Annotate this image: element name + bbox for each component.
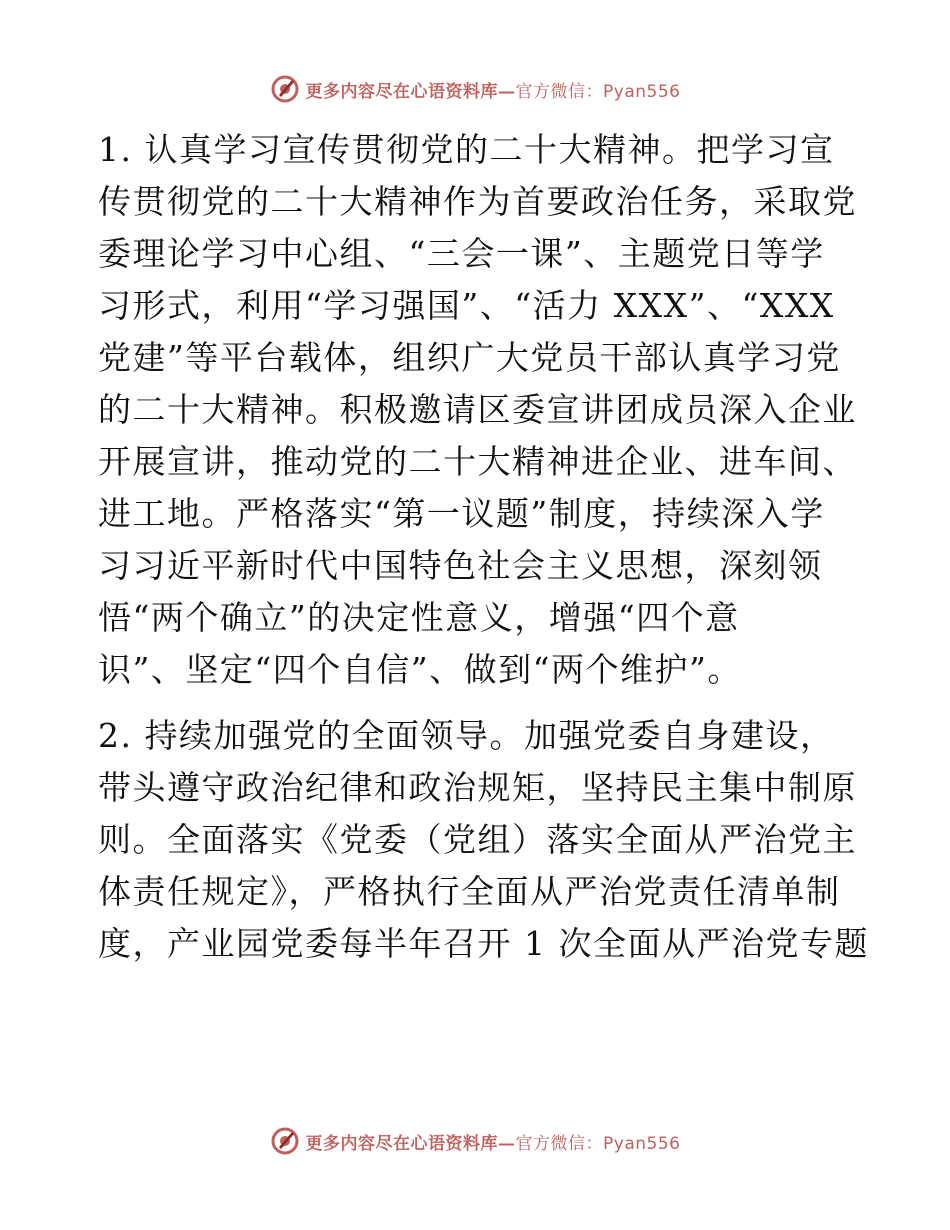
text-line: 带头遵守政治纪律和政治规矩，坚持民主集中制原	[98, 768, 857, 807]
paragraph-1	[98, 124, 858, 696]
text-line: 则。全面落实《党委（党组）落实全面从严治党主	[98, 820, 857, 859]
text-line: 开展宣讲，推动党的二十大精神进企业、进车间、	[98, 442, 857, 481]
text-line: 识”、坚定“四个自信”、做到“两个维护”。	[98, 650, 742, 689]
text-line: 习习近平新时代中国特色社会主义思想，深刻领	[98, 546, 823, 585]
text-line: 体责任规定》，严格执行全面从严治党责任清单制	[98, 872, 841, 911]
watermark-text: 更多内容尽在心语资料库—官方微信：Pyan556	[305, 81, 681, 102]
text-line: 度，产业园党委每半年召开 1 次全面从严治党专题	[98, 924, 869, 963]
text-line: 进工地。严格落实“第一议题”制度，持续深入学	[98, 494, 825, 533]
text-line: 委理论学习中心组、“三会一课”、主题党日等学	[98, 234, 825, 273]
text-line: 党建”等平台载体，组织广大党员干部认真学习党	[98, 338, 841, 377]
document-body	[98, 124, 869, 970]
text-line: 悟“两个确立”的决定性意义，增强“四个意	[98, 598, 740, 637]
paragraph-2	[98, 710, 869, 970]
brand-logo-icon	[270, 74, 300, 104]
text-line: 传贯彻党的二十大精神作为首要政治任务，采取党	[98, 182, 857, 221]
footer-watermark	[0, 1126, 950, 1156]
brand-logo-icon	[270, 1126, 300, 1156]
text-line: 1. 认真学习宣传贯彻党的二十大精神。把学习宣	[98, 130, 835, 169]
text-line: 2. 持续加强党的全面领导。加强党委自身建设，	[98, 716, 835, 755]
header-watermark	[0, 74, 950, 104]
text-line: 的二十大精神。积极邀请区委宣讲团成员深入企业	[98, 390, 857, 429]
watermark-text: 更多内容尽在心语资料库—官方微信：Pyan556	[305, 1133, 681, 1154]
text-line: 习形式，利用“学习强国”、“活力 XXX”、“XXX	[98, 286, 835, 325]
